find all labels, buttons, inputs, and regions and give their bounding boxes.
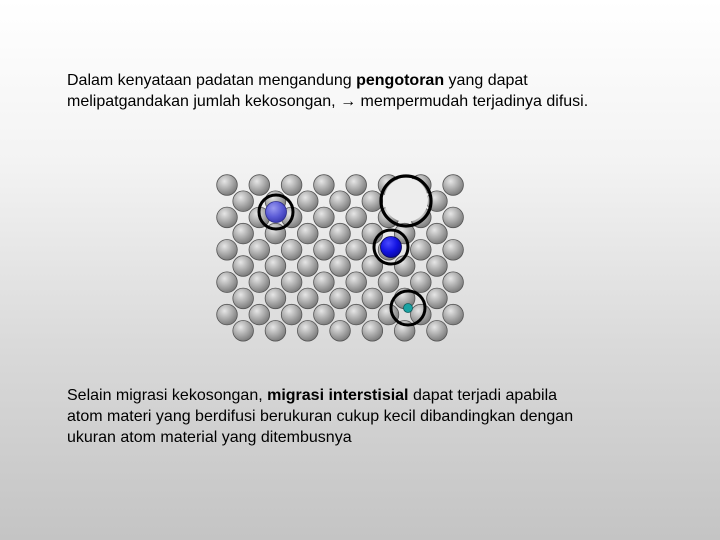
host-atom [378, 272, 399, 293]
host-atom [362, 288, 383, 309]
host-atom [297, 191, 318, 212]
host-atom [346, 272, 367, 293]
p1-text-post: yang dapat [444, 72, 528, 89]
host-atom [297, 288, 318, 309]
host-atom [443, 207, 464, 228]
host-atom [362, 321, 383, 342]
host-atom [233, 288, 254, 309]
host-atom [265, 288, 286, 309]
host-atom [281, 304, 302, 325]
paragraph-interstitial [67, 385, 687, 448]
host-atom [314, 304, 335, 325]
host-atom [281, 272, 302, 293]
p2-text-pre: Selain migrasi kekosongan, [67, 387, 268, 404]
host-atom [314, 175, 335, 196]
p1-bold-term: pengotoran [356, 72, 445, 89]
host-atom [281, 240, 302, 261]
vacancy-area [384, 178, 428, 222]
moving-impurity-atom [381, 237, 402, 258]
host-atom [427, 321, 448, 342]
p1-text-pre: Dalam kenyataan padatan mengandung [67, 72, 357, 89]
host-atom [217, 240, 238, 261]
host-atom [217, 304, 238, 325]
host-atom [265, 256, 286, 277]
host-atom [249, 304, 270, 325]
host-atom [443, 240, 464, 261]
host-atom [330, 288, 351, 309]
host-atom [314, 207, 335, 228]
host-atom [297, 256, 318, 277]
host-atom [346, 240, 367, 261]
host-atom [427, 288, 448, 309]
host-atom [346, 304, 367, 325]
host-atom [217, 207, 238, 228]
p1-line2: melipatgandakan jumlah kekosongan, → mempermudah terjadinya difusi. [67, 93, 589, 110]
host-atom [330, 223, 351, 244]
host-atom [217, 272, 238, 293]
host-atom [443, 304, 464, 325]
p2-line2: atom materi yang berdifusi berukuran cukup kecil dibandingkan dengan [67, 408, 574, 425]
host-atom [249, 272, 270, 293]
host-atom [217, 175, 238, 196]
host-atom [233, 256, 254, 277]
host-atom [411, 272, 432, 293]
host-atom [265, 321, 286, 342]
host-atom [346, 175, 367, 196]
host-atom [297, 223, 318, 244]
host-atom [233, 223, 254, 244]
p2-line3: ukuran atom material yang ditembusnya [67, 429, 352, 446]
host-atom [314, 240, 335, 261]
host-atom [411, 304, 432, 325]
host-atom [297, 321, 318, 342]
host-atom [233, 321, 254, 342]
host-atom [411, 240, 432, 261]
interstitial-atom [404, 304, 413, 313]
p2-bold-term: migrasi interstisial [267, 387, 409, 404]
host-atom [281, 175, 302, 196]
host-atom [330, 256, 351, 277]
host-atom [330, 191, 351, 212]
host-atom [443, 175, 464, 196]
host-atom [314, 272, 335, 293]
p2-text-post: dapat terjadi apabila [408, 387, 558, 404]
host-atom [443, 272, 464, 293]
host-atom [346, 207, 367, 228]
substitutional-impurity-atom [266, 202, 287, 223]
host-atom [427, 256, 448, 277]
host-atom [427, 223, 448, 244]
host-atom [233, 191, 254, 212]
host-atom [249, 175, 270, 196]
host-atom [249, 240, 270, 261]
host-atom [330, 321, 351, 342]
